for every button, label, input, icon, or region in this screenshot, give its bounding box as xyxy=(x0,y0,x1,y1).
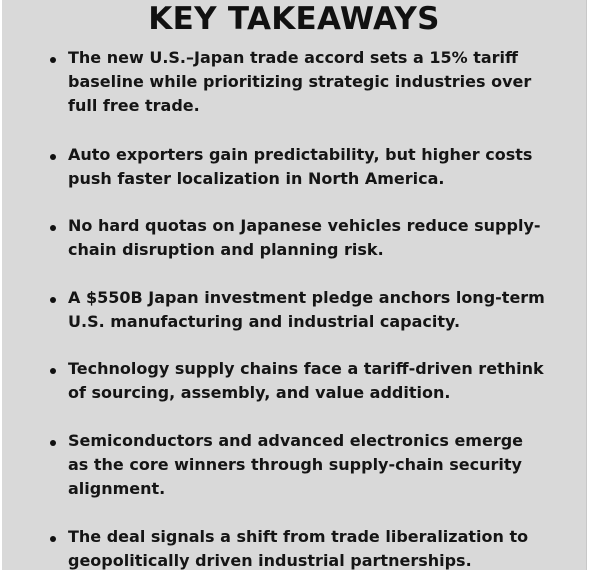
bullet-icon xyxy=(50,368,56,374)
takeaways-panel xyxy=(2,0,587,570)
takeaway-text: No hard quotas on Japanese vehicles reduce supply-chain disruption and planning risk. xyxy=(68,216,541,259)
bullet-icon xyxy=(50,297,56,303)
takeaway-text: Auto exporters gain predictability, but higher costs push faster localization in North America. xyxy=(68,145,533,188)
takeaway-text: A $550B Japan investment pledge anchors long-term U.S. manufacturing and industrial capacity. xyxy=(68,288,545,331)
takeaway-text: The new U.S.–Japan trade accord sets a 15% tariff baseline while prioritizing strategic industries over full free trade. xyxy=(68,48,532,115)
list-item xyxy=(48,357,548,405)
list-item xyxy=(48,429,548,501)
bullet-icon xyxy=(50,154,56,160)
takeaway-text: The deal signals a shift from trade liberalization to geopolitically driven industrial partnerships. xyxy=(68,527,529,570)
list-item xyxy=(48,214,548,262)
list-item xyxy=(48,286,548,334)
bullet-icon xyxy=(50,440,56,446)
bullet-icon xyxy=(50,57,56,63)
bullet-icon xyxy=(50,536,56,542)
takeaway-text: Technology supply chains face a tariff-driven rethink of sourcing, assembly, and value addition. xyxy=(68,359,544,402)
bullet-icon xyxy=(50,225,56,231)
page-title: KEY TAKEAWAYS xyxy=(148,1,440,37)
list-item xyxy=(48,46,548,118)
list-item xyxy=(48,525,548,570)
takeaway-text: Semiconductors and advanced electronics emerge as the core winners through supply-chain security alignment. xyxy=(68,431,524,498)
list-item xyxy=(48,143,548,191)
